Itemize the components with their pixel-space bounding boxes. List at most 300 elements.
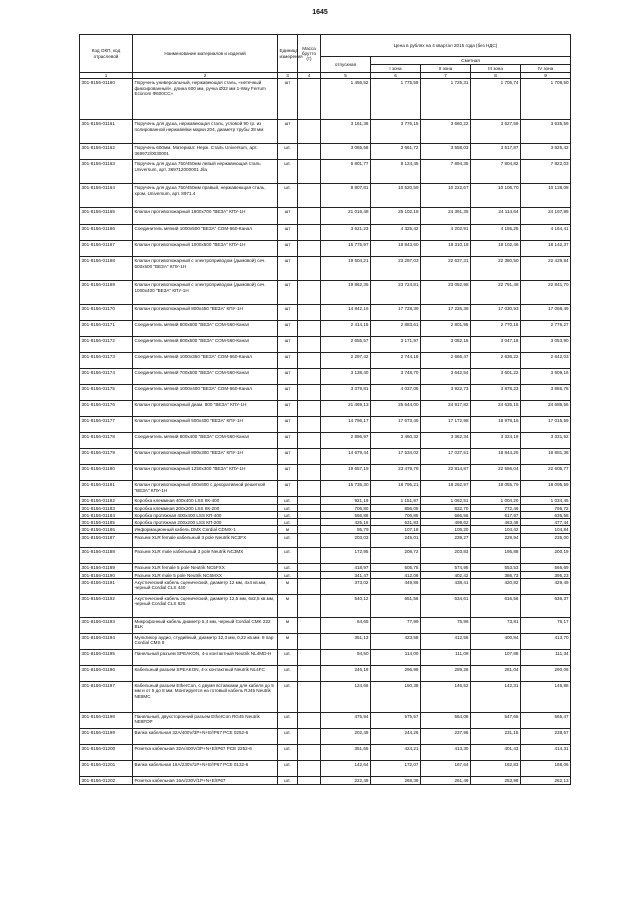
row-unit: шт bbox=[278, 401, 298, 417]
row-mass bbox=[298, 633, 321, 649]
row-mass bbox=[298, 497, 321, 504]
row-mass bbox=[298, 481, 321, 497]
header-name: Наименование материалов и изделий bbox=[133, 35, 278, 73]
table-row bbox=[80, 241, 571, 257]
table-row bbox=[80, 225, 571, 241]
row-price-zone4: 104,84 bbox=[521, 526, 571, 533]
row-price-zone1: 505,75 bbox=[371, 563, 421, 571]
row-price-release: 351,13 bbox=[321, 633, 371, 649]
row-unit: шт. bbox=[278, 184, 298, 208]
row-code: 301-8156-01184 bbox=[80, 511, 133, 518]
row-code: 301-8156-01199 bbox=[80, 728, 133, 744]
row-price-release: 3 138,40 bbox=[321, 369, 371, 385]
row-price-zone2: 24 917,82 bbox=[421, 401, 471, 417]
row-price-zone1: 296,99 bbox=[371, 665, 421, 681]
header-zone2: II зона bbox=[421, 65, 471, 73]
row-unit: шт bbox=[278, 321, 298, 337]
row-price-zone1: 1 151,87 bbox=[371, 497, 421, 504]
table-row bbox=[80, 144, 571, 160]
row-price-zone1: 3 460,32 bbox=[371, 433, 421, 449]
row-mass bbox=[298, 465, 321, 481]
row-price-zone2: 1 062,51 bbox=[421, 497, 471, 504]
header-zone3: III зона bbox=[471, 65, 521, 73]
row-mass bbox=[298, 617, 321, 633]
row-unit: шт bbox=[278, 385, 298, 401]
row-price-zone3: 3 601,22 bbox=[471, 369, 521, 385]
row-price-zone3: 22 556,04 bbox=[471, 465, 521, 481]
row-code: 301-8156-01192 bbox=[80, 594, 133, 617]
row-unit: шт bbox=[278, 281, 298, 305]
row-price-release: 15 775,97 bbox=[321, 241, 371, 257]
row-unit: шт. bbox=[278, 760, 298, 776]
row-unit: шт bbox=[278, 225, 298, 241]
row-name: Соединитель мягкий 800х400 "ВЕЗА" СОМ-560-Канал bbox=[133, 433, 278, 449]
row-price-zone4: 24 689,56 bbox=[521, 401, 571, 417]
row-code: 301-8156-01169 bbox=[80, 281, 133, 305]
row-price-zone3: 104,42 bbox=[471, 526, 521, 533]
row-price-release: 2 896,97 bbox=[321, 433, 371, 449]
row-code: 301-8156-01200 bbox=[80, 744, 133, 760]
table-row bbox=[80, 337, 571, 353]
row-price-zone1: 531,83 bbox=[371, 519, 421, 526]
row-price-zone1: 77,99 bbox=[371, 617, 421, 633]
row-price-release: 425,16 bbox=[321, 519, 371, 526]
table-row bbox=[80, 563, 571, 571]
row-price-release: 21 016,48 bbox=[321, 208, 371, 225]
row-name: Разъем XLR female 5 pole Neutrik NC5FXX bbox=[133, 563, 278, 571]
table-row bbox=[80, 649, 571, 665]
row-price-zone4: 22 605,77 bbox=[521, 465, 571, 481]
row-mass bbox=[298, 563, 321, 571]
row-name: Панельный, двухсторонний разъем EtherCon RG45 Neutrik NE8FDP bbox=[133, 712, 278, 728]
row-price-zone2: 438,41 bbox=[421, 578, 471, 594]
row-unit: м bbox=[278, 633, 298, 649]
row-name: Клапан противопожарный 400х600 с декоративной решеткой "ВЕЗА" КПУ-1Н bbox=[133, 481, 278, 497]
row-price-zone2: 2 666,47 bbox=[421, 353, 471, 369]
row-code: 301-8156-01172 bbox=[80, 337, 133, 353]
row-code: 301-8156-01195 bbox=[80, 649, 133, 665]
row-price-release: 222,49 bbox=[321, 776, 371, 784]
row-code: 301-8156-01176 bbox=[80, 401, 133, 417]
colnum: 1 bbox=[80, 73, 133, 79]
row-unit: м bbox=[278, 594, 298, 617]
row-code: 301-8156-01161 bbox=[80, 120, 133, 144]
row-name: Мультикор аудио, студийный, диаметр 12,3 мм, 0,22 кв.мм. 8 пар Cordial CMS 8 bbox=[133, 633, 278, 649]
row-name: Информационный кабель DMX Cordial CDMX-1 bbox=[133, 526, 278, 533]
row-name: Поручень для душа 750/450мм левый нержавеющая сталь Universum, арт. 369712000001 Jila bbox=[133, 160, 278, 184]
row-code: 301-8156-01171 bbox=[80, 321, 133, 337]
row-price-zone2: 832,70 bbox=[421, 504, 471, 511]
table-row bbox=[80, 321, 571, 337]
row-price-zone4: 3 053,90 bbox=[521, 337, 571, 353]
row-price-zone3: 24 635,15 bbox=[471, 401, 521, 417]
row-price-zone2: 24 391,35 bbox=[421, 208, 471, 225]
row-price-zone1: 3 748,70 bbox=[371, 369, 421, 385]
row-price-zone3: 2 636,22 bbox=[471, 353, 521, 369]
row-unit: шт. bbox=[278, 533, 298, 547]
row-mass bbox=[298, 649, 321, 665]
row-unit: шт bbox=[278, 337, 298, 353]
row-unit: шт. bbox=[278, 665, 298, 681]
row-price-zone3: 386,73 bbox=[471, 571, 521, 578]
table-row bbox=[80, 533, 571, 547]
row-name: Панельный разъем SPEAKON, 4-х контактный Neutrik NL4MD-H bbox=[133, 649, 278, 665]
row-name: Соединитель мягкий 800х600 "ВЕЗА" СОМ-560-Канал bbox=[133, 321, 278, 337]
row-unit: шт. bbox=[278, 649, 298, 665]
row-price-release: 1 456,52 bbox=[321, 79, 371, 120]
row-code: 301-8156-01190 bbox=[80, 571, 133, 578]
row-price-zone3: 22 791,48 bbox=[471, 281, 521, 305]
row-name: Коробка протяжная 400х400 LSS КП-400 bbox=[133, 511, 278, 518]
row-name: Поручень 600мм. Материал: Нерж. Сталь Universum, арт. 369972/0030001 bbox=[133, 144, 278, 160]
row-price-zone2: 237,96 bbox=[421, 728, 471, 744]
row-price-zone3: 3 878,23 bbox=[471, 385, 521, 401]
row-price-zone4: 636,58 bbox=[521, 511, 571, 518]
row-code: 301-8156-01166 bbox=[80, 225, 133, 241]
row-price-zone1: 412,06 bbox=[371, 571, 421, 578]
row-unit: шт. bbox=[278, 511, 298, 518]
row-code: 301-8156-01201 bbox=[80, 760, 133, 776]
row-price-zone4: 565,47 bbox=[521, 712, 571, 728]
row-price-zone2: 3 082,15 bbox=[421, 337, 471, 353]
row-price-release: 14 842,16 bbox=[321, 305, 371, 321]
row-mass bbox=[298, 79, 321, 120]
row-price-zone4: 146,88 bbox=[521, 681, 571, 712]
row-price-zone1: 208,72 bbox=[371, 547, 421, 563]
row-name: Поручень универсальный, нержавеющая сталь, «нетечный фиксированный», длина 600 мм, ручка Ø32 мм 1-Way Ferrum Econom Ф600СС» bbox=[133, 79, 278, 120]
row-name: Акустический кабель сценический, диаметр 12 мм, 4х4 кв.мм, черный Cordial CLS 440 bbox=[133, 578, 278, 594]
table-row bbox=[80, 665, 571, 681]
row-mass bbox=[298, 533, 321, 547]
row-price-zone2: 167,64 bbox=[421, 760, 471, 776]
row-price-zone2: 105,20 bbox=[421, 526, 471, 533]
row-price-release: 172,95 bbox=[321, 547, 371, 563]
row-mass bbox=[298, 519, 321, 526]
row-price-zone2: 239,27 bbox=[421, 533, 471, 547]
row-price-zone2: 111,08 bbox=[421, 649, 471, 665]
row-price-release: 3 065,58 bbox=[321, 144, 371, 160]
header-zone1: I зона bbox=[371, 65, 421, 73]
row-price-zone4: 290,06 bbox=[521, 665, 571, 681]
row-price-zone4: 1 034,45 bbox=[521, 497, 571, 504]
row-price-release: 540,12 bbox=[321, 594, 371, 617]
row-price-zone4: 4 164,41 bbox=[521, 225, 571, 241]
row-price-zone3: 400,84 bbox=[471, 633, 521, 649]
table-row bbox=[80, 465, 571, 481]
row-price-zone1: 706,85 bbox=[371, 511, 421, 518]
row-price-zone2: 22 637,31 bbox=[421, 257, 471, 281]
row-price-zone1: 244,26 bbox=[371, 728, 421, 744]
row-mass bbox=[298, 712, 321, 728]
row-code: 301-8156-01198 bbox=[80, 712, 133, 728]
row-price-release: 2 414,15 bbox=[321, 321, 371, 337]
row-unit: шт bbox=[278, 257, 298, 281]
table-row bbox=[80, 760, 571, 776]
row-price-release: 203,03 bbox=[321, 533, 371, 547]
row-price-zone2: 564,08 bbox=[421, 712, 471, 728]
row-price-release: 2 655,57 bbox=[321, 337, 371, 353]
table-row bbox=[80, 401, 571, 417]
row-unit: шт bbox=[278, 79, 298, 120]
row-price-zone1: 424,21 bbox=[371, 744, 421, 760]
row-price-zone3: 73,81 bbox=[471, 617, 521, 633]
row-name: Вилка кабельная 32А/400V/3P+N+E/IP67 PCE 0252-6 bbox=[133, 728, 278, 744]
colnum: 9 bbox=[521, 73, 571, 79]
row-price-zone4: 262,13 bbox=[521, 776, 571, 784]
row-code: 301-8156-01188 bbox=[80, 547, 133, 563]
row-name: Разъем XLR male 5 pole Neutrik NC5MXX bbox=[133, 571, 278, 578]
row-code: 301-8156-01180 bbox=[80, 465, 133, 481]
row-code: 301-8156-01163 bbox=[80, 160, 133, 184]
row-name: Соединитель мягкий 1000х400 "ВЕЗА" СОМ-560-Канал bbox=[133, 385, 278, 401]
row-mass bbox=[298, 281, 321, 305]
row-code: 301-8156-01170 bbox=[80, 305, 133, 321]
table-row bbox=[80, 547, 571, 563]
table-row bbox=[80, 681, 571, 712]
row-price-zone4: 76,17 bbox=[521, 617, 571, 633]
row-code: 301-8156-01183 bbox=[80, 504, 133, 511]
row-unit: шт bbox=[278, 449, 298, 465]
row-mass bbox=[298, 385, 321, 401]
row-price-zone2: 22 814,87 bbox=[421, 465, 471, 481]
row-code: 301-8156-01187 bbox=[80, 533, 133, 547]
row-name: Микрофонный кабель диаметр 5,4 мм, черный Cordial CMK 222 BLK bbox=[133, 617, 278, 633]
row-price-zone3: 17 030,93 bbox=[471, 305, 521, 321]
row-code: 301-8156-01196 bbox=[80, 665, 133, 681]
row-price-zone4: 395,23 bbox=[521, 571, 571, 578]
row-price-zone4: 3 331,52 bbox=[521, 433, 571, 449]
row-price-zone2: 3 660,22 bbox=[421, 120, 471, 144]
row-mass bbox=[298, 504, 321, 511]
row-price-zone4: 17 015,59 bbox=[521, 417, 571, 433]
row-unit: м bbox=[278, 578, 298, 594]
row-price-zone4: 795,72 bbox=[521, 504, 571, 511]
row-price-zone2: 499,62 bbox=[421, 519, 471, 526]
row-price-zone3: 16 844,25 bbox=[471, 449, 521, 465]
row-price-zone1: 17 728,39 bbox=[371, 305, 421, 321]
table-row bbox=[80, 160, 571, 184]
row-price-zone4: 22 841,70 bbox=[521, 281, 571, 305]
row-price-zone3: 24 114,64 bbox=[471, 208, 521, 225]
colnum: 3 bbox=[278, 73, 298, 79]
colnum: 7 bbox=[421, 73, 471, 79]
row-price-release: 418,97 bbox=[321, 563, 371, 571]
row-name: Коробка клеммная 400х400 LSS КК-400 bbox=[133, 497, 278, 504]
row-code: 301-8156-01174 bbox=[80, 369, 133, 385]
row-unit: шт bbox=[278, 120, 298, 144]
row-code: 301-8156-01165 bbox=[80, 208, 133, 225]
row-price-zone1: 17 534,02 bbox=[371, 449, 421, 465]
row-unit: шт bbox=[278, 369, 298, 385]
row-price-release: 64,65 bbox=[321, 617, 371, 633]
table-row bbox=[80, 578, 571, 594]
row-price-zone2: 289,26 bbox=[421, 665, 471, 681]
row-name: Соединитель мягкий 1000х350 "ВЕЗА" СОМ-560-Канал bbox=[133, 353, 278, 369]
row-price-zone4: 168,06 bbox=[521, 760, 571, 776]
row-mass bbox=[298, 417, 321, 433]
row-price-zone3: 142,31 bbox=[471, 681, 521, 712]
row-price-release: 19 504,21 bbox=[321, 257, 371, 281]
row-price-zone3: 253,98 bbox=[471, 776, 521, 784]
row-price-release: 706,80 bbox=[321, 504, 371, 511]
row-code: 301-8156-01185 bbox=[80, 519, 133, 526]
row-price-zone1: 575,57 bbox=[371, 712, 421, 728]
row-price-zone3: 401,43 bbox=[471, 744, 521, 760]
row-price-zone3: 107,88 bbox=[471, 649, 521, 665]
row-price-zone2: 412,56 bbox=[421, 633, 471, 649]
row-code: 301-8156-01179 bbox=[80, 449, 133, 465]
row-price-zone2: 17 226,38 bbox=[421, 305, 471, 321]
row-price-zone4: 3 886,78 bbox=[521, 385, 571, 401]
row-mass bbox=[298, 578, 321, 594]
row-price-zone3: 616,56 bbox=[471, 594, 521, 617]
colnum: 2 bbox=[133, 73, 278, 79]
row-price-release: 21 469,13 bbox=[321, 401, 371, 417]
table-row bbox=[80, 728, 571, 744]
row-name: Соединитель мягкий 700х500 "ВЕЗА" СОМ-560-Канал bbox=[133, 369, 278, 385]
row-unit: шт bbox=[278, 481, 298, 497]
row-price-zone4: 413,70 bbox=[521, 633, 571, 649]
row-price-zone4: 235,00 bbox=[521, 533, 571, 547]
row-price-zone3: 3 324,19 bbox=[471, 433, 521, 449]
row-unit: шт bbox=[278, 208, 298, 225]
row-price-zone4: 414,31 bbox=[521, 744, 571, 760]
row-price-release: 14 796,17 bbox=[321, 417, 371, 433]
table-row bbox=[80, 633, 571, 649]
table-row bbox=[80, 305, 571, 321]
row-mass bbox=[298, 526, 321, 533]
row-price-zone4: 477,44 bbox=[521, 519, 571, 526]
table-row bbox=[80, 481, 571, 497]
row-price-zone1: 10 520,59 bbox=[371, 184, 421, 208]
table-row bbox=[80, 184, 571, 208]
row-price-zone2: 402,42 bbox=[421, 571, 471, 578]
row-price-zone1: 8 124,45 bbox=[371, 160, 421, 184]
table-row bbox=[80, 257, 571, 281]
row-mass bbox=[298, 305, 321, 321]
row-mass bbox=[298, 321, 321, 337]
table-row bbox=[80, 571, 571, 578]
row-unit: шт. bbox=[278, 519, 298, 526]
row-price-zone2: 146,52 bbox=[421, 681, 471, 712]
row-price-zone1: 18 843,60 bbox=[371, 241, 421, 257]
row-name: Вилка кабельная 16А/230V/1P+N+E/IP67 PCE 0132-6 bbox=[133, 760, 278, 776]
table-row bbox=[80, 433, 571, 449]
row-mass bbox=[298, 594, 321, 617]
row-price-zone3: 229,94 bbox=[471, 533, 521, 547]
row-price-release: 19 862,35 bbox=[321, 281, 371, 305]
row-price-release: 351,65 bbox=[321, 744, 371, 760]
row-unit: шт. bbox=[278, 712, 298, 728]
row-price-zone4: 22 429,84 bbox=[521, 257, 571, 281]
row-mass bbox=[298, 681, 321, 712]
row-mass bbox=[298, 449, 321, 465]
page-number: 1645 bbox=[312, 9, 328, 16]
row-name: Разъем XLR female кабельный 3 pole Neutrik NC3FX bbox=[133, 533, 278, 547]
row-price-release: 19 657,19 bbox=[321, 465, 371, 481]
row-price-zone4: 111,34 bbox=[521, 649, 571, 665]
row-unit: шт. bbox=[278, 563, 298, 571]
row-mass bbox=[298, 571, 321, 578]
header-code: Код ОКП, код отраслевой bbox=[80, 35, 133, 73]
row-price-zone2: 1 725,31 bbox=[421, 79, 471, 120]
row-unit: м bbox=[278, 526, 298, 533]
row-name: Розетка кабельная 32А/400V/3P+N+E/IP67 PCE 2252-6 bbox=[133, 744, 278, 760]
row-price-zone3: 231,15 bbox=[471, 728, 521, 744]
price-table bbox=[79, 34, 571, 785]
row-code: 301-8156-01193 bbox=[80, 617, 133, 633]
row-mass bbox=[298, 225, 321, 241]
row-price-zone3: 3 047,18 bbox=[471, 337, 521, 353]
row-unit: шт bbox=[278, 305, 298, 321]
row-price-zone1: 2 883,61 bbox=[371, 321, 421, 337]
row-price-zone2: 413,30 bbox=[421, 744, 471, 760]
row-unit: шт. bbox=[278, 144, 298, 160]
row-price-zone2: 203,83 bbox=[421, 547, 471, 563]
row-mass bbox=[298, 511, 321, 518]
row-price-zone3: 195,88 bbox=[471, 547, 521, 563]
row-price-release: 341,47 bbox=[321, 571, 371, 578]
table-row bbox=[80, 712, 571, 728]
row-name: Клапан противопожарный 1250х300 "ВЕЗА" КПУ-1Н bbox=[133, 465, 278, 481]
table-body bbox=[80, 79, 571, 785]
row-price-zone2: 18 310,18 bbox=[421, 241, 471, 257]
row-price-zone2: 3 362,34 bbox=[421, 433, 471, 449]
row-name: Клапан противопожарный 800х450 "ВЕЗА" КПУ-1Н bbox=[133, 305, 278, 321]
row-price-release: 94,50 bbox=[321, 649, 371, 665]
row-price-zone1: 23 724,81 bbox=[371, 281, 421, 305]
row-code: 301-8156-01194 bbox=[80, 633, 133, 649]
row-price-zone2: 17 172,98 bbox=[421, 417, 471, 433]
row-price-zone4: 18 142,37 bbox=[521, 241, 571, 257]
row-price-release: 246,19 bbox=[321, 665, 371, 681]
row-price-zone2: 23 052,98 bbox=[421, 281, 471, 305]
row-code: 301-8156-01178 bbox=[80, 433, 133, 449]
row-price-zone4: 2 642,03 bbox=[521, 353, 571, 369]
row-name: Клапан противопожарный 500х400 "ВЕЗА" КПУ-1Н bbox=[133, 417, 278, 433]
row-price-zone1: 2 744,18 bbox=[371, 353, 421, 369]
row-price-zone3: 162,83 bbox=[471, 760, 521, 776]
row-price-zone1: 114,00 bbox=[371, 649, 421, 665]
row-price-release: 373,02 bbox=[321, 578, 371, 594]
row-mass bbox=[298, 337, 321, 353]
row-unit: шт. bbox=[278, 571, 298, 578]
row-price-zone1: 856,05 bbox=[371, 504, 421, 511]
table-row bbox=[80, 369, 571, 385]
row-unit: шт bbox=[278, 417, 298, 433]
row-name: Коробка протяжная 200х200 LSS КП-200 bbox=[133, 519, 278, 526]
colnum: 6 bbox=[371, 73, 421, 79]
row-price-release: 921,19 bbox=[321, 497, 371, 504]
row-price-zone3: 22 380,50 bbox=[471, 257, 521, 281]
row-mass bbox=[298, 369, 321, 385]
row-code: 301-8156-01160 bbox=[80, 79, 133, 120]
row-name: Клапан противопожарный 1000х500 "ВЕЗА" КПУ-1Н bbox=[133, 241, 278, 257]
row-price-zone4: 2 776,27 bbox=[521, 321, 571, 337]
table-row bbox=[80, 353, 571, 369]
row-unit: шт. bbox=[278, 497, 298, 504]
row-price-zone3: 18 102,46 bbox=[471, 241, 521, 257]
row-price-zone1: 651,56 bbox=[371, 594, 421, 617]
row-price-zone2: 7 894,35 bbox=[421, 160, 471, 184]
row-unit: шт. bbox=[278, 160, 298, 184]
row-price-release: 2 297,42 bbox=[321, 353, 371, 369]
row-code: 301-8156-01167 bbox=[80, 241, 133, 257]
row-price-zone3: 772,46 bbox=[471, 504, 521, 511]
row-code: 301-8156-01182 bbox=[80, 497, 133, 504]
row-price-zone3: 4 155,25 bbox=[471, 225, 521, 241]
colnum: 8 bbox=[471, 73, 521, 79]
